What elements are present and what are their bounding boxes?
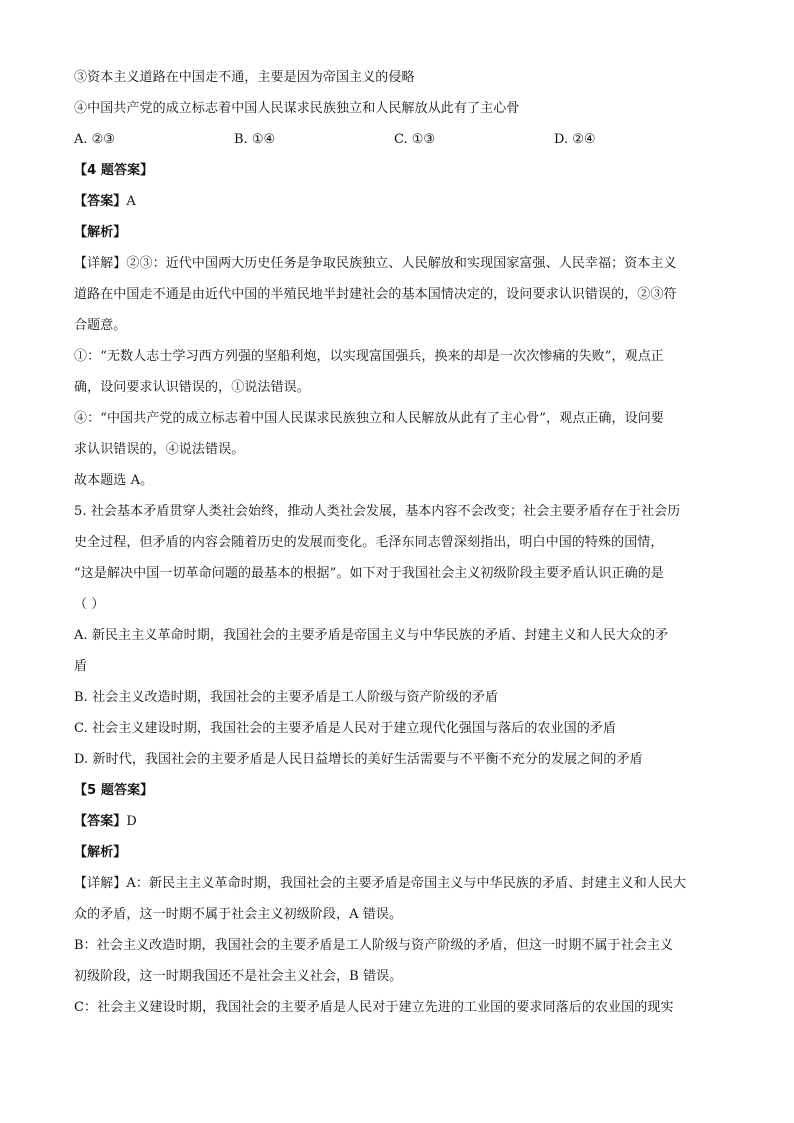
q5-option-line: D. 新时代，我国社会的主要矛盾是人民日益增长的美好生活需要与不平衡不充分的发展之间的矛盾 bbox=[74, 752, 643, 767]
q5-detail-line: 初级阶段，这一时期我国还不是社会主义社会，B 错误。 bbox=[74, 969, 403, 984]
q4-item-3: ③资本主义道路在中国走不通，主要是因为帝国主义的侵略 bbox=[74, 70, 415, 85]
q5-option-line: 盾 bbox=[74, 659, 88, 674]
q4-answer bbox=[74, 186, 726, 217]
q4-option-b: B. ①④ bbox=[234, 132, 276, 147]
q4-answer-value: A bbox=[126, 194, 136, 209]
q5-analysis-label: 【解析】 bbox=[74, 845, 127, 860]
q5-stem-line: 5. 社会基本矛盾贯穿人类社会始终，推动人类社会发展，基本内容不会改变；社会主要矛盾存在于社会历 bbox=[74, 504, 681, 519]
q4-answer-label: 【答案】 bbox=[74, 194, 127, 209]
q4-detail-line: 故本题选 A。 bbox=[74, 473, 154, 488]
q5-answer bbox=[74, 806, 726, 837]
q4-detail-line: 【详解】②③：近代中国两大历史任务是争取民族独立、人民解放和实现国家富强、人民幸福；资本主义 bbox=[74, 256, 677, 271]
q4-detail-line: 道路在中国走不通是由近代中国的半殖民地半封建社会的基本国情决定的，设问要求认识错误的，②③符 bbox=[74, 287, 677, 302]
q4-options bbox=[74, 124, 726, 155]
q4-detail-line: 求认识错误的，④说法错误。 bbox=[74, 442, 245, 457]
q4-answer-header: 【4 题答案】 bbox=[74, 163, 154, 178]
q4-option-a: A. ②③ bbox=[74, 132, 115, 147]
q5-answer-label: 【答案】 bbox=[74, 814, 127, 829]
q5-option-line: A. 新民主主义革命时期，我国社会的主要矛盾是帝国主义与中华民族的矛盾、封建主义和人民大众的矛 bbox=[74, 628, 669, 643]
q4-item-4: ④中国共产党的成立标志着中国人民谋求民族独立和人民解放从此有了主心骨 bbox=[74, 101, 520, 116]
q5-detail-line: B：社会主义改造时期，我国社会的主要矛盾是工人阶级与资产阶级的矛盾，但这一时期不属于社会主义 bbox=[74, 938, 674, 953]
q4-detail-line: 合题意。 bbox=[74, 318, 127, 333]
q4-detail-line: 确，设问要求认识错误的，①说法错误。 bbox=[74, 380, 310, 395]
q5-detail-line: C：社会主义建设时期，我国社会的主要矛盾是人民对于建立先进的工业国的要求同落后的农业国的现实 bbox=[74, 1000, 674, 1015]
q5-option-line: B. 社会主义改造时期，我国社会的主要矛盾是工人阶级与资产阶级的矛盾 bbox=[74, 690, 499, 705]
q4-analysis-label: 【解析】 bbox=[74, 225, 127, 240]
q5-option-line: C. 社会主义建设时期，我国社会的主要矛盾是人民对于建立现代化强国与落后的农业国的矛盾 bbox=[74, 721, 617, 736]
q4-option-d: D. ②④ bbox=[554, 132, 596, 147]
document-page bbox=[74, 62, 726, 1023]
q5-stem-line: “这是解决中国一切革命问题的最基本的根据”。如下对于我国社会主义初级阶段主要矛盾认识正确的是 bbox=[74, 566, 664, 581]
q4-option-c: C. ①③ bbox=[394, 132, 436, 147]
q5-stem-line: 史全过程，但矛盾的内容会随着历史的发展而变化。毛泽东同志曾深刻指出，明白中国的特殊的国情， bbox=[74, 535, 664, 550]
q5-answer-value: D bbox=[126, 814, 137, 829]
q5-stem-line: （ ） bbox=[74, 597, 105, 612]
q5-detail-line: 众的矛盾，这一时期不属于社会主义初级阶段，A 错误。 bbox=[74, 907, 403, 922]
q5-answer-header: 【5 题答案】 bbox=[74, 783, 154, 798]
q4-detail-line: ①：“无数人志士学习西方列强的坚船利炮，以实现富国强兵，换来的却是一次次惨痛的失败”，观点正 bbox=[74, 349, 664, 364]
q5-detail-line: 【详解】A：新民主主义革命时期，我国社会的主要矛盾是帝国主义与中华民族的矛盾、封建主义和人民大 bbox=[74, 876, 687, 891]
q4-detail-line: ④：“中国共产党的成立标志着中国人民谋求民族独立和人民解放从此有了主心骨”，观点正确，设问要 bbox=[74, 411, 664, 426]
